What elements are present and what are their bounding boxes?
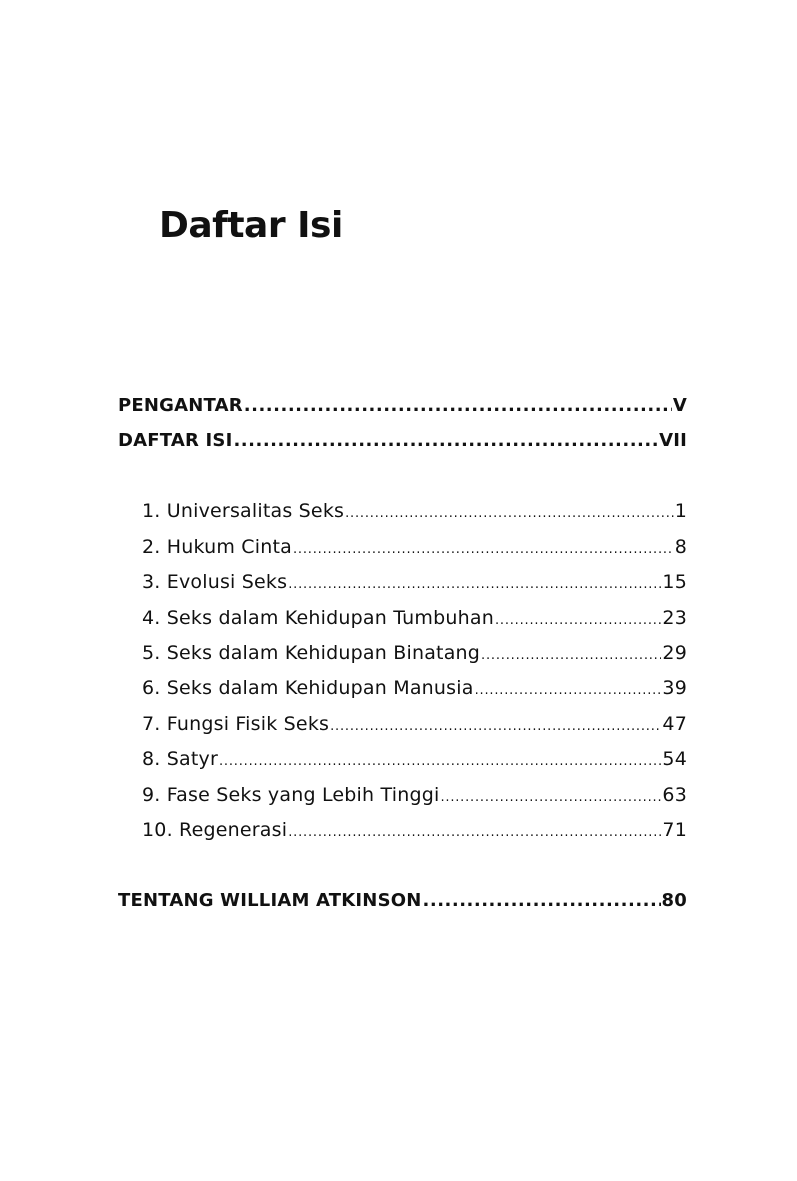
dot-leader: [233, 430, 658, 452]
toc-entry-label: 2. Hukum Cinta: [142, 536, 292, 558]
dot-leader: [244, 395, 672, 417]
toc-entry-page: V: [672, 395, 687, 416]
toc-entry-chapter-2[interactable]: [142, 536, 687, 559]
toc-entry-page: 1: [674, 500, 687, 522]
toc-entry-label: 7. Fungsi Fisik Seks: [142, 713, 330, 735]
toc-entry-label: 5. Seks dalam Kehidupan Binatang: [142, 642, 481, 664]
dot-leader: [345, 506, 674, 522]
toc-entry-chapter-4[interactable]: [142, 607, 687, 630]
toc-entry-page: 71: [662, 819, 687, 841]
toc-entry-page: 63: [662, 784, 687, 806]
toc-entry-chapter-7[interactable]: [142, 713, 687, 736]
dot-leader: [440, 790, 661, 806]
page-title: Daftar Isi: [159, 205, 343, 246]
dot-leader: [481, 648, 661, 664]
toc-entry-label: 9. Fase Seks yang Lebih Tinggi: [142, 784, 440, 806]
toc-entry-page: 80: [661, 890, 687, 911]
toc-entry-label: 1. Universalitas Seks: [142, 500, 345, 522]
toc-entry-label: 8. Satyr: [142, 748, 218, 770]
toc-entry-page: 39: [662, 677, 687, 699]
dot-leader: [219, 754, 661, 770]
toc-entry-page: 29: [662, 642, 687, 664]
toc-entry-label: 4. Seks dalam Kehidupan Tumbuhan: [142, 607, 494, 629]
toc-entry-page: 47: [662, 713, 687, 735]
toc-entry-tentang-penulis[interactable]: [118, 890, 687, 912]
dot-leader: [288, 577, 661, 593]
toc-entry-label: 6. Seks dalam Kehidupan Manusia: [142, 677, 474, 699]
toc-entry-label: TENTANG WILLIAM ATKINSON: [118, 890, 422, 911]
toc-entry-page: 54: [662, 748, 687, 770]
toc-entry-pengantar[interactable]: [118, 395, 687, 417]
toc-entry-label: DAFTAR ISI: [118, 430, 233, 451]
toc-entry-label: 3. Evolusi Seks: [142, 571, 288, 593]
toc-entry-page: 15: [662, 571, 687, 593]
toc-entry-label: 10. Regenerasi: [142, 819, 288, 841]
toc-entry-daftar-isi[interactable]: [118, 430, 687, 452]
toc-entry-page: 23: [662, 607, 687, 629]
dot-leader: [423, 890, 661, 912]
toc-entry-chapter-3[interactable]: [142, 571, 687, 594]
dot-leader: [495, 613, 661, 629]
dot-leader: [475, 683, 662, 699]
toc-entry-label: PENGANTAR: [118, 395, 243, 416]
toc-entry-chapter-6[interactable]: [142, 677, 687, 700]
toc-entry-chapter-5[interactable]: [142, 642, 687, 665]
toc-entry-chapter-10[interactable]: [142, 819, 687, 842]
toc-entry-page: VII: [659, 430, 687, 451]
toc-entry-page: 8: [674, 536, 687, 558]
dot-leader: [330, 719, 661, 735]
toc-entry-chapter-8[interactable]: [142, 748, 687, 771]
toc-entry-chapter-1[interactable]: [142, 500, 687, 523]
toc-entry-chapter-9[interactable]: [142, 784, 687, 807]
dot-leader: [288, 825, 661, 841]
dot-leader: [293, 542, 674, 558]
